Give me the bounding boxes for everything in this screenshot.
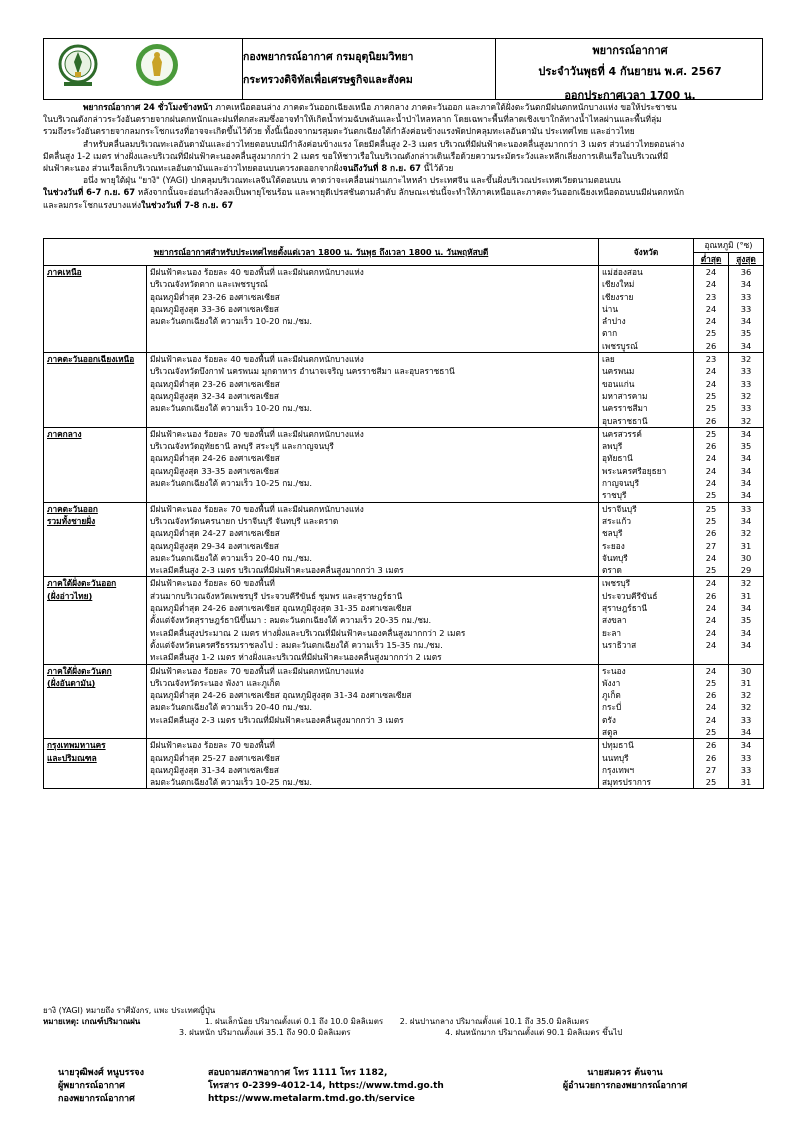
region-name: ภาคใต้ฝั่งตะวันตก: [44, 664, 147, 677]
forecast-detail: ลมตะวันตกเฉียงใต้ ความเร็ว 10-25 กม./ชม.: [147, 477, 599, 489]
temp-min: 24: [694, 664, 729, 677]
table-row: [44, 714, 764, 726]
province-name: กาญจนบุรี: [599, 477, 694, 489]
summary-text: สำหรับคลื่นลมบริเวณทะเลอันดามันและอ่าวไทยตอนบนมีกำลังค่อนข้างแรง โดยมีคลื่นสูง 2-3 เมตร บริเวณที่มีฝนฟ้าคะนองคลื่นสูงมากกว่า 3 เมตร ส่วนอ่าวไทยตอนล่าง: [83, 138, 685, 149]
region-name: [44, 452, 147, 464]
table-row: [44, 515, 764, 527]
summary-text: รวมถึงระวังอันตรายจากลมกระโชกแรงที่อาจจะเกิดขึ้นไว้ด้วย ทั้งนี้เนื่องจากมรสุมตะวันตกเฉียงใต้กำลังค่อนข้างแรงพัดปกคลุมทะเลอันดามัน ประเทศไทย และอ่าวไทย: [43, 126, 635, 137]
temp-min: 26: [694, 415, 729, 428]
temp-min: 27: [694, 764, 729, 776]
forecast-detail: [147, 340, 599, 353]
summary-emphasis: ในช่วงวันที่ 7-8 ก.ย. 67: [141, 199, 234, 210]
province-name: นครสวรรค์: [599, 427, 694, 440]
table-row: [44, 278, 764, 290]
temp-min: 25: [694, 402, 729, 414]
province-name: สงขลา: [599, 614, 694, 626]
temp-min: 24: [694, 614, 729, 626]
temp-min: 25: [694, 515, 729, 527]
temp-max: 33: [729, 378, 764, 390]
region-name: [44, 327, 147, 339]
temp-max: 32: [729, 701, 764, 713]
temp-max: 31: [729, 540, 764, 552]
forecast-detail: [147, 726, 599, 739]
province-name: แม่ฮ่องสอน: [599, 266, 694, 279]
region-name: [44, 291, 147, 303]
mdes-logo: [134, 42, 180, 88]
temp-min: 24: [694, 278, 729, 290]
table-row: [44, 602, 764, 614]
table-row: [44, 677, 764, 689]
table-header-temp: อุณหภูมิ (°ซ): [694, 239, 764, 253]
table-row: [44, 427, 764, 440]
temp-min: 24: [694, 627, 729, 639]
province-name: จันทบุรี: [599, 552, 694, 564]
table-row: [44, 701, 764, 713]
rain-criteria-3: 3. ฝนหนัก ปริมาณตั้งแต่ 35.1 ถึง 90.0 มิลลิเมตร: [179, 1028, 351, 1037]
table-header-province: จังหวัด: [599, 239, 694, 266]
province-name: ราชบุรี: [599, 489, 694, 502]
province-name: สุราษฎร์ธานี: [599, 602, 694, 614]
temp-min: 25: [694, 327, 729, 339]
province-name: เพชรบุรี: [599, 577, 694, 590]
temp-min: 24: [694, 378, 729, 390]
temp-min: 23: [694, 353, 729, 366]
ministry-name: กระทรวงดิจิทัลเพื่อเศรษฐกิจและสังคม: [243, 74, 413, 86]
forecast-detail: อุณหภูมิต่ำสุด 23-26 องศาเซลเซียส: [147, 378, 599, 390]
province-name: เชียงใหม่: [599, 278, 694, 290]
temp-max: 34: [729, 515, 764, 527]
province-name: กระบี่: [599, 701, 694, 713]
temp-min: 24: [694, 303, 729, 315]
table-header-min: ต่ำสุด: [694, 252, 729, 266]
forecast-detail: ทะเลมีคลื่นสูง 2-3 เมตร บริเวณที่มีฝนฟ้าคะนองคลื่นสูงมากกว่า 3 เมตร: [147, 564, 599, 577]
region-name: [44, 639, 147, 651]
province-name: นครราชสีมา: [599, 402, 694, 414]
forecast-detail: บริเวณจังหวัดระนอง พังงา และภูเก็ต: [147, 677, 599, 689]
region-name: และปริมณฑล: [44, 752, 147, 764]
region-name: (ฝั่งอันดามัน): [44, 677, 147, 689]
province-name: ลำปาง: [599, 315, 694, 327]
temp-max: 35: [729, 327, 764, 339]
forecast-detail: ส่วนมากบริเวณจังหวัดเพชรบุรี ประจวบคีรีขันธ์ ชุมพร และสุราษฎร์ธานี: [147, 590, 599, 602]
province-name: เลย: [599, 353, 694, 366]
forecast-detail: อุณหภูมิสูงสุด 31-34 องศาเซลเซียส: [147, 764, 599, 776]
forecast-detail: ลมตะวันตกเฉียงใต้ ความเร็ว 10-20 กม./ชม.: [147, 402, 599, 414]
summary-lead: พยากรณ์อากาศ 24 ชั่วโมงข้างหน้า: [83, 102, 213, 112]
temp-max: 34: [729, 726, 764, 739]
temp-min: [694, 651, 729, 664]
region-name: [44, 340, 147, 353]
forecast-detail: ตั้งแต่จังหวัดสุราษฎร์ธานีขึ้นมา : ลมตะวันตกเฉียงใต้ ความเร็ว 20-35 กม./ชม.: [147, 614, 599, 626]
forecast-detail: ลมตะวันตกเฉียงใต้ ความเร็ว 10-25 กม./ชม.: [147, 776, 599, 789]
forecast-detail: มีฝนฟ้าคะนอง ร้อยละ 40 ของพื้นที่ และมีฝนตกหนักบางแห่ง: [147, 353, 599, 366]
temp-max: 33: [729, 291, 764, 303]
province-name: ระนอง: [599, 664, 694, 677]
province-name: ชลบุรี: [599, 527, 694, 539]
region-name: [44, 726, 147, 739]
summary-text: หลังจากนั้นจะอ่อนกำลังลงเป็นพายุโซนร้อน และพายุดีเปรสชันตามลำดับ ลักษณะเช่นนี้จะทำให้ภาคเหนือและภาคตะวันออกเฉียงเหนือตอนบนมีฝนตกหนัก: [135, 187, 685, 198]
department-name: กองพยากรณ์อากาศ กรมอุตุนิยมวิทยา: [243, 51, 414, 63]
temp-min: 26: [694, 689, 729, 701]
table-row: [44, 651, 764, 664]
table-row: [44, 776, 764, 789]
province-name: นราธิวาส: [599, 639, 694, 651]
forecast-detail: ลมตะวันตกเฉียงใต้ ความเร็ว 20-40 กม./ชม.: [147, 701, 599, 713]
forecast-detail: อุณหภูมิต่ำสุด 24-26 องศาเซลเซียส อุณหภูมิสูงสุด 31-34 องศาเซลเซียส: [147, 689, 599, 701]
director-name: นายสมควร ต้นจาน: [587, 1068, 663, 1078]
director-title: ผู้อำนวยการกองพยากรณ์อากาศ: [562, 1081, 688, 1091]
temp-max: 35: [729, 440, 764, 452]
summary-text: ฝนฟ้าคะนอง ส่วนเรือเล็กบริเวณทะเลอันดามันและอ่าวไทยตอนบนควรงดออกจากฝั่ง: [43, 163, 343, 174]
table-row: [44, 365, 764, 377]
temp-min: 27: [694, 540, 729, 552]
table-row: [44, 477, 764, 489]
province-name: ประจวบคีรีขันธ์: [599, 590, 694, 602]
forecast-detail: ลมตะวันตกเฉียงใต้ ความเร็ว 10-20 กม./ชม.: [147, 315, 599, 327]
summary-emphasis: ในช่วงวันที่ 6-7 ก.ย. 67: [43, 187, 136, 198]
forecast-title: พยากรณ์อากาศ: [592, 44, 668, 57]
tmd-logo: [58, 44, 98, 88]
province-name: ขอนแก่น: [599, 378, 694, 390]
rain-criteria-4: 4. ฝนหนักมาก ปริมาณตั้งแต่ 90.1 มิลลิเมตร ขึ้นไป: [445, 1028, 623, 1037]
temp-max: 32: [729, 689, 764, 701]
summary-text: มีคลื่นสูง 1-2 เมตร ห่างฝั่งและบริเวณที่มีฝนฟ้าคะนองคลื่นสูงมากกว่า 2 เมตร ขอให้ชาวเรือในบริเวณดังกล่าวเดินเรือด้วยความระมัดระวังและหลีกเลี่ยงการเดินเรือในบริเวณที่มี: [43, 150, 669, 161]
table-row: [44, 440, 764, 452]
province-name: นครพนม: [599, 365, 694, 377]
temp-max: 34: [729, 452, 764, 464]
table-row: [44, 303, 764, 315]
forecast-detail: ทะเลมีคลื่นสูง 2-3 เมตร บริเวณที่มีฝนฟ้าคะนองคลื่นสูงมากกว่า 3 เมตร: [147, 714, 599, 726]
region-name: [44, 764, 147, 776]
region-name: [44, 415, 147, 428]
temp-min: 24: [694, 266, 729, 279]
table-row: [44, 577, 764, 590]
region-name: [44, 278, 147, 290]
forecast-detail: มีฝนฟ้าคะนอง ร้อยละ 40 ของพื้นที่ และมีฝนตกหนักบางแห่ง: [147, 266, 599, 279]
summary-paragraph: [43, 101, 763, 211]
temp-min: 24: [694, 452, 729, 464]
temp-min: 26: [694, 739, 729, 752]
forecast-detail: มีฝนฟ้าคะนอง ร้อยละ 70 ของพื้นที่ และมีฝนตกหนักบางแห่ง: [147, 502, 599, 515]
province-name: อุบลราชธานี: [599, 415, 694, 428]
temp-max: 33: [729, 365, 764, 377]
forecast-detail: [147, 489, 599, 502]
temp-max: 33: [729, 714, 764, 726]
forecast-detail: บริเวณจังหวัดบึงกาฬ นครพนม มุกดาหาร อำนาจเจริญ นครราชสีมา และอุบลราชธานี: [147, 365, 599, 377]
province-name: อุทัยธานี: [599, 452, 694, 464]
temp-max: 33: [729, 752, 764, 764]
issue-time: ออกประกาศเวลา 1700 น.: [564, 89, 696, 102]
temp-max: 33: [729, 502, 764, 515]
summary-text: ภาคเหนือตอนล่าง ภาคตะวันออกเฉียงเหนือ ภาคกลาง ภาคตะวันออก และภาคใต้ฝั่งตะวันตกมีฝนตกหนักบางแห่ง ขอให้ประชาชน: [212, 102, 677, 112]
forecast-detail: อุณหภูมิสูงสุด 29-34 องศาเซลเซียส: [147, 540, 599, 552]
summary-text: อนึ่ง พายุใต้ฝุ่น "ยางิ" (YAGI) ปกคลุมบริเวณทะเลจีนใต้ตอนบน คาดว่าจะเคลื่อนผ่านเกาะไหหลำ ประเทศจีน และขึ้นฝั่งบริเวณประเทศเวียดนามตอนบน: [83, 175, 621, 186]
temp-min: 26: [694, 590, 729, 602]
temp-max: 34: [729, 639, 764, 651]
region-name: (ฝั่งอ่าวไทย): [44, 590, 147, 602]
region-name: [44, 489, 147, 502]
temp-min: 25: [694, 390, 729, 402]
summary-emphasis: จนถึงวันที่ 8 ก.ย. 67: [342, 163, 421, 174]
region-name: [44, 540, 147, 552]
region-name: [44, 477, 147, 489]
table-row: [44, 291, 764, 303]
region-name: ภาคตะวันออก: [44, 502, 147, 515]
temp-max: 34: [729, 278, 764, 290]
forecast-detail: ทะเลมีคลื่นสูง 1-2 เมตร ห่างฝั่งและบริเวณที่มีฝนฟ้าคะนองคลื่นสูงมากกว่า 2 เมตร: [147, 651, 599, 664]
province-name: มหาสารคาม: [599, 390, 694, 402]
province-name: [599, 651, 694, 664]
table-row: [44, 689, 764, 701]
temp-max: 30: [729, 552, 764, 564]
forecaster-division: กองพยากรณ์อากาศ: [58, 1094, 135, 1104]
temp-max: 32: [729, 415, 764, 428]
province-name: เชียงราย: [599, 291, 694, 303]
forecast-detail: ทะเลมีคลื่นสูงประมาณ 2 เมตร ห่างฝั่งและบริเวณที่มีฝนฟ้าคะนองคลื่นสูงมากกว่า 2 เมตร: [147, 627, 599, 639]
temp-min: 24: [694, 465, 729, 477]
temp-max: [729, 651, 764, 664]
summary-text: และลมกระโชกแรงบางแห่ง: [43, 199, 142, 210]
table-row: [44, 327, 764, 339]
temp-max: 34: [729, 739, 764, 752]
forecast-date: ประจำวันพุธที่ 4 กันยายน พ.ศ. 2567: [538, 65, 722, 78]
forecast-detail: อุณหภูมิสูงสุด 33-36 องศาเซลเซียส: [147, 303, 599, 315]
region-name: รวมทั้งชายฝั่ง: [44, 515, 147, 527]
temp-min: 24: [694, 701, 729, 713]
region-name: [44, 365, 147, 377]
temp-max: 34: [729, 602, 764, 614]
table-row: [44, 552, 764, 564]
temp-max: 30: [729, 664, 764, 677]
table-row: [44, 564, 764, 577]
temp-min: 24: [694, 315, 729, 327]
forecast-detail: ลมตะวันตกเฉียงใต้ ความเร็ว 20-40 กม./ชม.: [147, 552, 599, 564]
table-row: [44, 752, 764, 764]
table-row: [44, 540, 764, 552]
region-name: [44, 627, 147, 639]
temp-max: 34: [729, 340, 764, 353]
temp-max: 34: [729, 489, 764, 502]
forecast-detail: มีฝนฟ้าคะนอง ร้อยละ 70 ของพื้นที่ และมีฝนตกหนักบางแห่ง: [147, 664, 599, 677]
forecast-detail: ตั้งแต่จังหวัดนครศรีธรรมราชลงไป : ลมตะวันตกเฉียงใต้ ความเร็ว 15-35 กม./ชม.: [147, 639, 599, 651]
region-name: [44, 440, 147, 452]
forecaster-title: ผู้พยากรณ์อากาศ: [58, 1081, 125, 1091]
province-name: ยะลา: [599, 627, 694, 639]
header-divider-right: [495, 39, 496, 99]
table-row: [44, 627, 764, 639]
notes-block: [43, 1005, 622, 1038]
region-name: [44, 714, 147, 726]
region-name: [44, 303, 147, 315]
footer-contact: [208, 1067, 444, 1106]
temp-min: 24: [694, 714, 729, 726]
region-name: [44, 402, 147, 414]
region-name: [44, 315, 147, 327]
table-header-max: สูงสุด: [729, 252, 764, 266]
forecast-detail: อุณหภูมิต่ำสุด 24-26 องศาเซลเซียส: [147, 452, 599, 464]
temp-max: 31: [729, 590, 764, 602]
province-name: นนทบุรี: [599, 752, 694, 764]
province-name: เพชรบูรณ์: [599, 340, 694, 353]
temp-max: 33: [729, 764, 764, 776]
region-name: กรุงเทพมหานคร: [44, 739, 147, 752]
temp-min: 25: [694, 502, 729, 515]
region-name: [44, 701, 147, 713]
table-row: [44, 465, 764, 477]
temp-max: 32: [729, 577, 764, 590]
temp-max: 33: [729, 303, 764, 315]
temp-min: 26: [694, 340, 729, 353]
table-header-main: พยากรณ์อากาศสำหรับประเทศไทยตั้งแต่เวลา 1800 น. วันพุธ ถึงเวลา 1800 น. วันพฤหัสบดี: [44, 239, 599, 266]
region-name: [44, 552, 147, 564]
temp-max: 29: [729, 564, 764, 577]
forecast-detail: อุณหภูมิสูงสุด 32-34 องศาเซลเซียส: [147, 390, 599, 402]
forecast-detail: [147, 327, 599, 339]
table-row: [44, 739, 764, 752]
table-row: [44, 415, 764, 428]
forecast-detail: [147, 415, 599, 428]
temp-min: 23: [694, 291, 729, 303]
region-name: [44, 465, 147, 477]
temp-min: 25: [694, 564, 729, 577]
temp-max: 32: [729, 527, 764, 539]
table-row: [44, 527, 764, 539]
temp-max: 31: [729, 776, 764, 789]
temp-max: 34: [729, 427, 764, 440]
table-row: [44, 639, 764, 651]
contact-phone: สอบถามสภาพอากาศ โทร 1111 โทร 1182,: [208, 1068, 388, 1078]
typhoon-name-note: ยางิ (YAGI) หมายถึง ราศีมังกร, แพะ ประเทศญี่ปุ่น: [43, 1006, 216, 1015]
temp-min: 26: [694, 527, 729, 539]
region-name: [44, 602, 147, 614]
temp-min: 26: [694, 440, 729, 452]
province-name: ตราด: [599, 564, 694, 577]
province-name: ตาก: [599, 327, 694, 339]
summary-text: นี้ไว้ด้วย: [420, 163, 454, 174]
rain-criteria-2: 2. ฝนปานกลาง ปริมาณตั้งแต่ 10.1 ถึง 35.0 มิลลิเมตร: [399, 1017, 589, 1026]
region-name: ภาคเหนือ: [44, 266, 147, 279]
province-name: ภูเก็ต: [599, 689, 694, 701]
forecast-detail: บริเวณจังหวัดตาก และเพชรบูรณ์: [147, 278, 599, 290]
rain-criteria-label: หมายเหตุ: เกณฑ์ปริมาณฝน: [43, 1017, 141, 1026]
table-row: [44, 340, 764, 353]
forecast-detail: มีฝนฟ้าคะนอง ร้อยละ 60 ของพื้นที่: [147, 577, 599, 590]
table-row: [44, 266, 764, 279]
contact-fax-web: โทรสาร 0-2399-4012-14, https://www.tmd.go.th: [208, 1081, 444, 1091]
forecast-detail: อุณหภูมิต่ำสุด 24-26 องศาเซลเซียส อุณหภูมิสูงสุด 31-35 องศาเซลเซียส: [147, 602, 599, 614]
table-row: [44, 764, 764, 776]
region-name: [44, 651, 147, 664]
temp-max: 34: [729, 477, 764, 489]
table-row: [44, 390, 764, 402]
region-name: ภาคกลาง: [44, 427, 147, 440]
temp-min: 24: [694, 577, 729, 590]
temp-max: 32: [729, 353, 764, 366]
table-row: [44, 378, 764, 390]
forecast-detail: บริเวณจังหวัดนครนายก ปราจีนบุรี จันทบุรี และตราด: [147, 515, 599, 527]
table-row: [44, 452, 764, 464]
temp-max: 35: [729, 614, 764, 626]
province-name: ปราจีนบุรี: [599, 502, 694, 515]
region-name: [44, 390, 147, 402]
region-name: [44, 689, 147, 701]
temp-max: 34: [729, 465, 764, 477]
summary-text: ในบริเวณดังกล่าวระวังอันตรายจากฝนตกหนักและฝนที่ตกสะสมซึ่งอาจทำให้เกิดน้ำท่วมฉับพลันและน้ำป่าไหลหลาก โดยเฉพาะพื้นที่ลาดเชิงเขาใกล้ทางน้ำไหลผ่านและพื้นที่ลุ่ม: [43, 114, 662, 125]
contact-service-url: https://www.metalarm.tmd.go.th/service: [208, 1094, 415, 1104]
forecast-detail: มีฝนฟ้าคะนอง ร้อยละ 70 ของพื้นที่: [147, 739, 599, 752]
province-name: ตรัง: [599, 714, 694, 726]
temp-min: 25: [694, 726, 729, 739]
province-name: สมุทรปราการ: [599, 776, 694, 789]
temp-min: 25: [694, 677, 729, 689]
temp-max: 32: [729, 390, 764, 402]
province-name: สตูล: [599, 726, 694, 739]
forecast-detail: บริเวณจังหวัดอุทัยธานี ลพบุรี สระบุรี และกาญจนบุรี: [147, 440, 599, 452]
temp-min: 25: [694, 776, 729, 789]
table-row: [44, 402, 764, 414]
table-row: [44, 614, 764, 626]
table-row: [44, 502, 764, 515]
region-name: [44, 776, 147, 789]
region-name: [44, 378, 147, 390]
region-name: [44, 527, 147, 539]
province-name: ระยอง: [599, 540, 694, 552]
temp-min: 24: [694, 365, 729, 377]
forecast-detail: อุณหภูมิสูงสุด 33-35 องศาเซลเซียส: [147, 465, 599, 477]
forecaster-name: นายวุฒิพงศ์ หนูบรรจง: [58, 1068, 144, 1078]
region-name: ภาคตะวันออกเฉียงเหนือ: [44, 353, 147, 366]
region-name: ภาคใต้ฝั่งตะวันออก: [44, 577, 147, 590]
temp-max: 31: [729, 677, 764, 689]
temp-max: 34: [729, 627, 764, 639]
rain-criteria-1: 1. ฝนเล็กน้อย ปริมาณตั้งแต่ 0.1 ถึง 10.0 มิลลิเมตร: [204, 1017, 384, 1026]
table-row: [44, 664, 764, 677]
province-name: พังงา: [599, 677, 694, 689]
region-name: [44, 614, 147, 626]
forecast-table: [43, 238, 764, 789]
temp-min: 25: [694, 489, 729, 502]
table-row: [44, 590, 764, 602]
temp-max: 33: [729, 402, 764, 414]
table-row: [44, 726, 764, 739]
temp-min: 24: [694, 639, 729, 651]
province-name: ลพบุรี: [599, 440, 694, 452]
province-name: พระนครศรีอยุธยา: [599, 465, 694, 477]
forecast-detail: มีฝนฟ้าคะนอง ร้อยละ 70 ของพื้นที่ และมีฝนตกหนักบางแห่ง: [147, 427, 599, 440]
province-name: กรุงเทพฯ: [599, 764, 694, 776]
province-name: สระแก้ว: [599, 515, 694, 527]
region-name: [44, 564, 147, 577]
footer-forecaster: [58, 1067, 144, 1106]
forecast-detail: อุณหภูมิต่ำสุด 24-27 องศาเซลเซียส: [147, 527, 599, 539]
province-name: ปทุมธานี: [599, 739, 694, 752]
table-row: [44, 353, 764, 366]
temp-min: 24: [694, 552, 729, 564]
temp-min: 25: [694, 427, 729, 440]
temp-min: 24: [694, 477, 729, 489]
footer-director: [530, 1067, 720, 1093]
temp-max: 34: [729, 315, 764, 327]
forecast-detail: อุณหภูมิต่ำสุด 23-26 องศาเซลเซียส: [147, 291, 599, 303]
temp-min: 24: [694, 602, 729, 614]
temp-max: 36: [729, 266, 764, 279]
province-name: น่าน: [599, 303, 694, 315]
forecast-detail: อุณหภูมิต่ำสุด 25-27 องศาเซลเซียส: [147, 752, 599, 764]
table-row: [44, 315, 764, 327]
table-row: [44, 489, 764, 502]
temp-min: 26: [694, 752, 729, 764]
